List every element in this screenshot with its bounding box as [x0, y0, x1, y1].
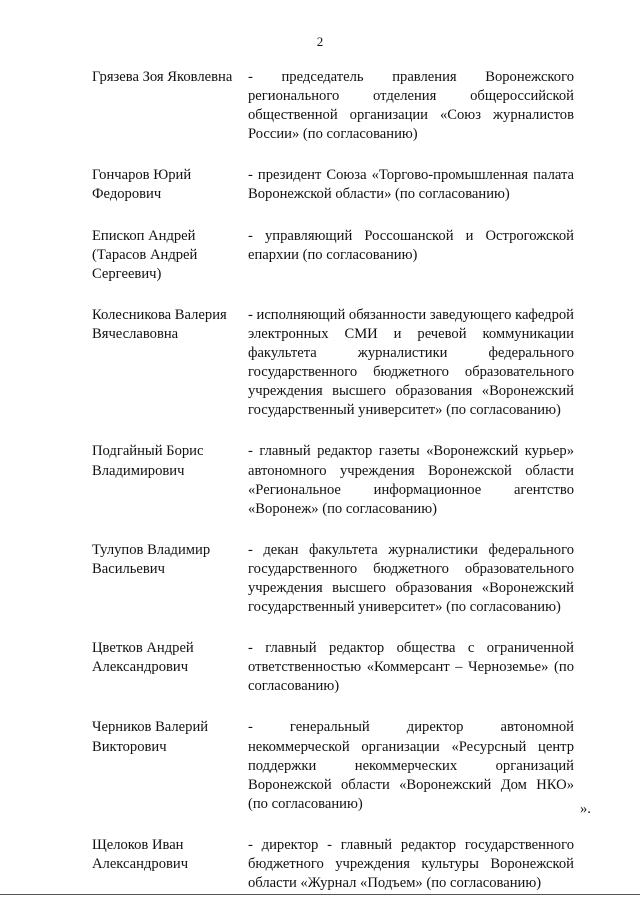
page-number: 2 — [316, 34, 324, 49]
member-entry — [92, 639, 580, 696]
member-name: Епископ Андрей (Тарасов Андрей Сергеевич) — [92, 227, 198, 282]
member-name: Тулупов Владимир Васильевич — [92, 541, 211, 577]
member-name: Черников Валерий Викторович — [92, 719, 209, 755]
member-entry — [92, 836, 580, 893]
member-entry — [92, 718, 580, 813]
member-position: - президент Союза «Торгово-промышленная палата Воронежской области» (по согласованию) — [248, 167, 574, 203]
member-entry — [92, 227, 580, 284]
bottom-scan-edge-line — [0, 894, 640, 895]
closing-quote-mark: ». — [580, 801, 591, 817]
member-entry — [92, 68, 580, 144]
member-position: - председатель правления Воронежского регионального отделения общероссийской общественной организации «Союз журналистов России» (по согласованию) — [248, 69, 574, 143]
member-name: Подгайный Борис Владимирович — [92, 443, 204, 479]
member-position: - главный редактор общества с ограниченной ответственностью «Коммерсант – Черноземье» (по согласованию) — [248, 640, 574, 695]
member-position: - генеральный директор автономной некоммерческой организации «Ресурсный центр поддержки некоммерческих организаций Воронежской области «Воронежский Дом НКО» (по согласованию) — [248, 719, 574, 812]
member-position: - исполняющий обязанности заведующего кафедрой электронных СМИ и речевой коммуникации факультета журналистики федерального государственного бюджетного образовательного учреждения высшего образования «Воронежский государственный университет» (по согласованию) — [248, 306, 574, 419]
member-entry — [92, 541, 580, 617]
member-position: - главный редактор газеты «Воронежский курьер» автономного учреждения Воронежской области «Региональное информационное агентство «Воронеж» (по согласованию) — [248, 443, 574, 517]
member-entry — [92, 306, 580, 421]
commission-member-list — [92, 68, 580, 915]
member-entry — [92, 442, 580, 518]
member-position: - декан факультета журналистики федерального государственного бюджетного образовательного учреждения высшего образования «Воронежский государственный университет» (по согласованию) — [248, 541, 574, 616]
member-entry — [92, 166, 580, 204]
member-name: Цветков Андрей Александрович — [92, 640, 194, 676]
member-name: Гончаров Юрий Федорович — [92, 167, 192, 203]
member-position: - директор - главный редактор государственного бюджетного учреждения культуры Воронежской области «Журнал «Подъем» (по согласованию) — [248, 836, 574, 892]
member-name: Щелоков Иван Александрович — [92, 836, 189, 872]
member-name: Грязева Зоя Яковлевна — [92, 69, 233, 85]
member-position: - управляющий Россошанской и Острогожской епархии (по согласованию) — [248, 227, 574, 263]
member-name: Колесникова Валерия Вячеславовна — [92, 306, 227, 342]
